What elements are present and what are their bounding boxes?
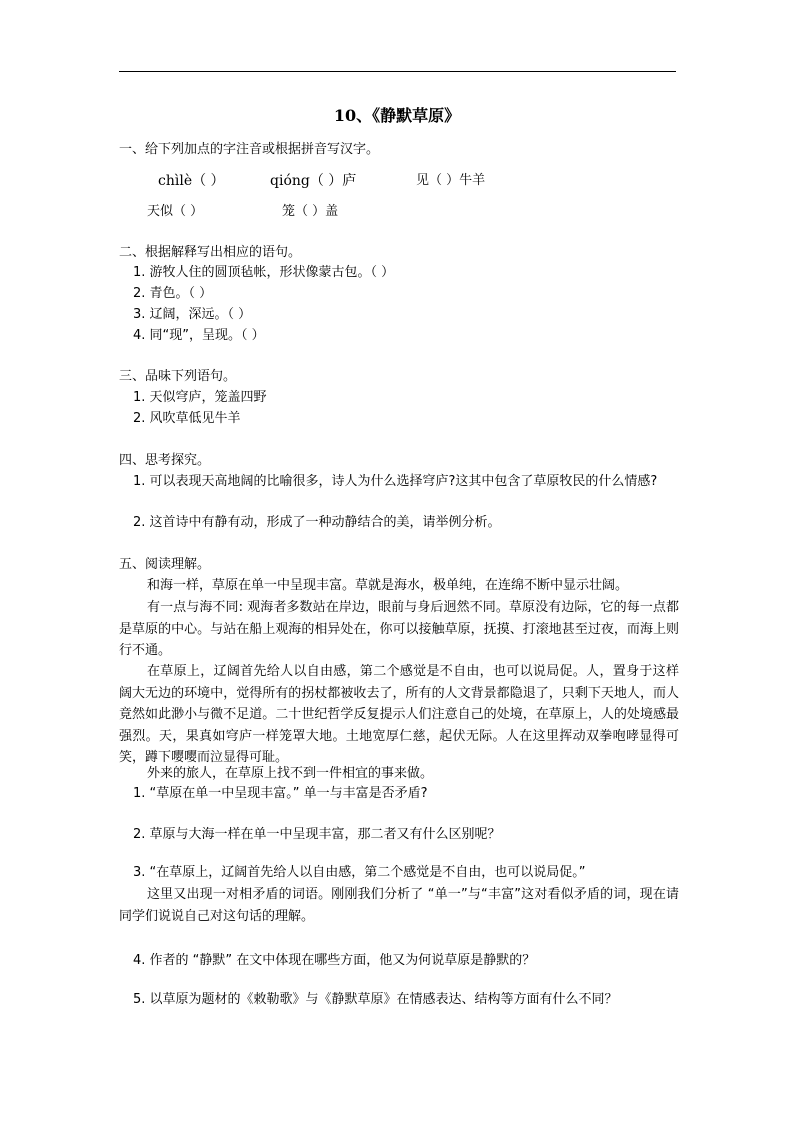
char-item-si: 天似（ ） xyxy=(147,204,204,219)
list-item: 2. 青色。（ ） xyxy=(133,286,213,301)
reading-question-3-detail: 这里又出现一对相矛盾的词语。刚刚我们分析了 “单一”与“丰富”这对看似矛盾的词，现在请同学们说说自己对这句话的理解。 xyxy=(119,887,679,924)
reading-question-1: 1. “草原在单一中呈现丰富。” 单一与丰富是否矛盾? xyxy=(133,786,428,801)
list-item: 2. 风吹草低见牛羊 xyxy=(133,411,241,426)
reading-question-4: 4. 作者的 “静默” 在文中体现在哪些方面，他又为何说草原是静默的？ xyxy=(133,953,536,968)
section3-heading: 三、品味下列语句。 xyxy=(119,369,237,384)
reading-paragraph-3: 在草原上，辽阔首先给人以自由感，第二个感觉是不自由，也可以说局促。人，置身于这样阔大无边的环境中，觉得所有的拐杖都被收去了，所有的人文背景都隐退了，只剩下天地人，而人竟然如此渺小与微不足道。二十世纪哲学反复提示人们注意自己的处境，在草原上，人的处境感最强烈。天，果真如穹庐一样笼罩大地。土地宽厚仁慈，起伏无际。人在这里挥动双拳咆哮显得可笑，蹲下嘤嘤而泣显得可耻。 xyxy=(119,664,679,766)
section5-heading: 五、阅读理解。 xyxy=(119,557,211,572)
char-item-long: 笼（ ）盖 xyxy=(282,204,339,219)
pinyin-item-qiong: qióng（ ）庐 xyxy=(270,173,357,189)
reading-paragraph-2: 有一点与海不同: 观海者多数站在岸边，眼前与身后迥然不同。草原没有边际，它的每一点都是草原的中心。与站在船上观海的相异处在，你可以接触草原，抚摸、打滚地甚至过夜，而海上则行不通。 xyxy=(119,600,679,659)
section1-heading: 一、给下列加点的字注音或根据拼音写汉字。 xyxy=(119,142,380,157)
reading-question-2: 2. 草原与大海一样在单一中呈现丰富，那二者又有什么区别呢？ xyxy=(133,827,501,842)
list-item: 1. 天似穹庐，笼盖四野 xyxy=(133,390,267,405)
section4-heading: 四、思考探究。 xyxy=(119,453,211,468)
question-item: 1. 可以表现天高地阔的比喻很多，诗人为什么选择穹庐?这其中包含了草原牧民的什么情感? xyxy=(133,474,658,489)
reading-question-5: 5. 以草原为题材的《敕勒歌》与《静默草原》在情感表达、结构等方面有什么不同？ xyxy=(133,992,618,1007)
pinyin-item-chile: chìlè（ ） xyxy=(158,173,225,189)
header-rule xyxy=(119,71,676,72)
list-item: 4. 同“现”，呈现。（ ） xyxy=(133,328,265,343)
char-item-jian: 见（ ）牛羊 xyxy=(416,173,486,188)
reading-question-3: 3. “在草原上，辽阔首先给人以自由感，第二个感觉是不自由，也可以说局促。” xyxy=(133,865,586,880)
question-item: 2. 这首诗中有静有动，形成了一种动静结合的美，请举例分析。 xyxy=(133,515,501,530)
list-item: 3. 辽阔，深远。（ ） xyxy=(133,307,252,322)
reading-paragraph-1: 和海一样，草原在单一中呈现丰富。草就是海水，极单纯，在连绵不断中显示壮阔。 xyxy=(147,578,629,593)
section2-heading: 二、根据解释写出相应的语句。 xyxy=(119,245,302,260)
reading-paragraph-4: 外来的旅人，在草原上找不到一件相宜的事来做。 xyxy=(147,766,434,781)
page-title: 10、《静默草原》 xyxy=(333,106,461,125)
list-item: 1. 游牧人住的圆顶毡帐，形状像蒙古包。（ ） xyxy=(133,265,395,280)
